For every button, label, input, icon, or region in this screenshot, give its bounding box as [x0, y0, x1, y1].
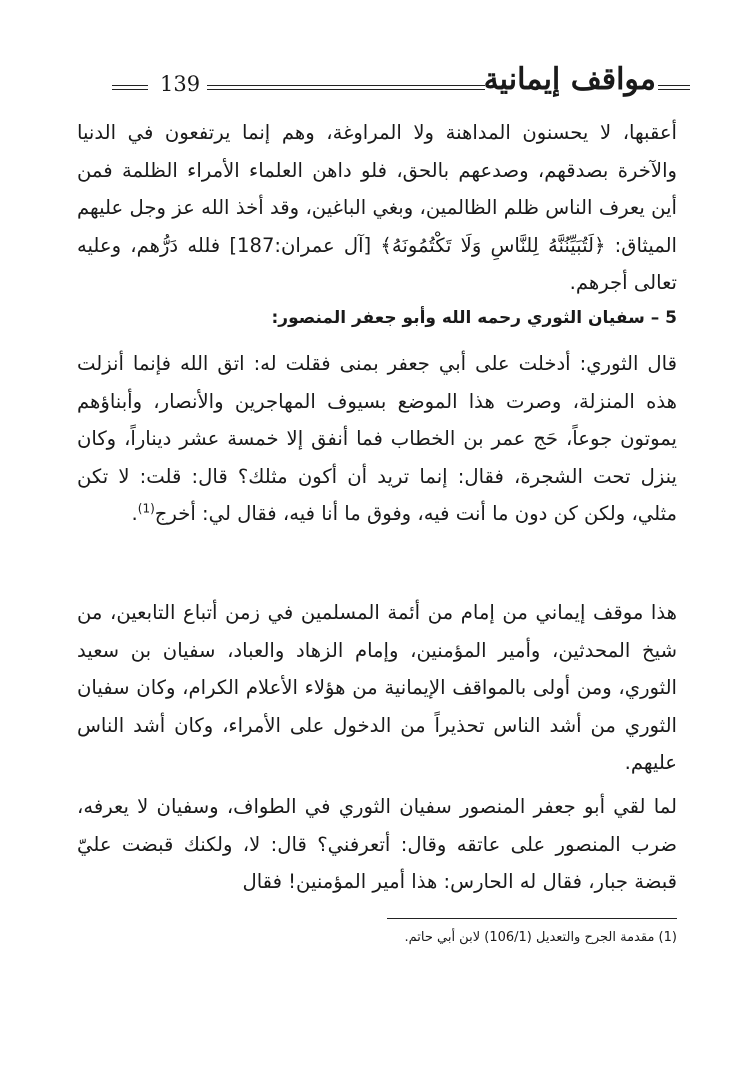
footnote: (1) مقدمة الجرح والتعديل (106/1) لابن أبي حاتم.: [404, 930, 677, 945]
header-rule-right: [658, 85, 690, 90]
section-heading: 5 – سفيان الثوري رحمه الله وأبو جعفر المنصور:: [271, 308, 677, 328]
header-rule-middle: [207, 85, 485, 90]
paragraph-4: لما لقي أبو جعفر المنصور سفيان الثوري في الطواف، وسفيان لا يعرفه، ضرب المنصور على عاتقه وقال: أتعرفني؟ قال: لا، ولكنك قبضت عليّ قبضة جبار، فقال له الحارس: هذا أمير المؤمنين! فقال: [77, 795, 677, 893]
header-rule-left: [112, 85, 148, 90]
book-title: مواقف إيمانية: [483, 62, 656, 97]
footnote-divider: [387, 918, 677, 919]
page-header: [112, 62, 690, 112]
paragraph-2: قال الثوري: أدخلت على أبي جعفر بمنى فقلت له: اتق الله فإنما أنزلت هذه المنزلة، وصرت هذا الموضع بسيوف المهاجرين والأنصار، وأبناؤهم يموتون جوعاً، حَج عمر بن الخطاب فما أنفق إلا خمسة عشر ديناراً، وكان ينزل تحت الشجرة، فقال: إنما تريد أن أكون مثلك؟ قال: قلت: لا تكن مثلي، ولكن كن دون ما أنت فيه، وفوق ما أنا فيه، فقال لي: أخرج$^{(1)}$.: [77, 352, 677, 525]
paragraph-1: أعقبها، لا يحسنون المداهنة ولا المراوغة، وهم إنما يرتفعون في الدنيا والآخرة بصدقهم، وصدعهم بالحق، فلو داهن العلماء الأمراء الظلمة فمن أين يعرف الناس ظلم الظالمين، وبغي الباغين، وقد أخذ الله عز وجل عليهم الميثاق: ﴿لَتُبَيِّنُنَّهُ لِلنَّاسِ وَلَا تَكْتُمُونَهُ﴾ [آل عمران:187] فلله دَرُّهم، وعليه تعالى أجرهم.: [77, 121, 677, 294]
page-number: 139: [160, 72, 201, 96]
footnote-reference[interactable]: (1): [137, 501, 155, 516]
paragraph-3: هذا موقف إيماني من إمام من أئمة المسلمين في زمن أتباع التابعين، من شيخ المحدثين، وأمير المؤمنين، وإمام الزهاد والعباد، سفيان بن سعيد الثوري، ومن أولى بالمواقف الإيمانية من هؤلاء الأعلام الكرام، وكان سفيان الثوري من أشد الناس تحذيراً من الدخول على الأمراء، وكان أشد الناس عليهم.: [77, 601, 677, 774]
paragraph-2-text: قال الثوري: أدخلت على أبي جعفر بمنى فقلت له: اتق الله فإنما أنزلت هذه المنزلة، وصرت هذا الموضع بسيوف المهاجرين والأنصار، وأبناؤهم يموتون جوعاً، حَج عمر بن الخطاب فما أنفق إلا خمسة عشر ديناراً، وكان ينزل تحت الشجرة، فقال: إنما تريد أن أكون مثلك؟ قال: قلت: لا تكن مثلي، ولكن كن دون ما أنت فيه، وفوق ما أنا فيه، فقال لي: أخرج: [77, 352, 677, 525]
